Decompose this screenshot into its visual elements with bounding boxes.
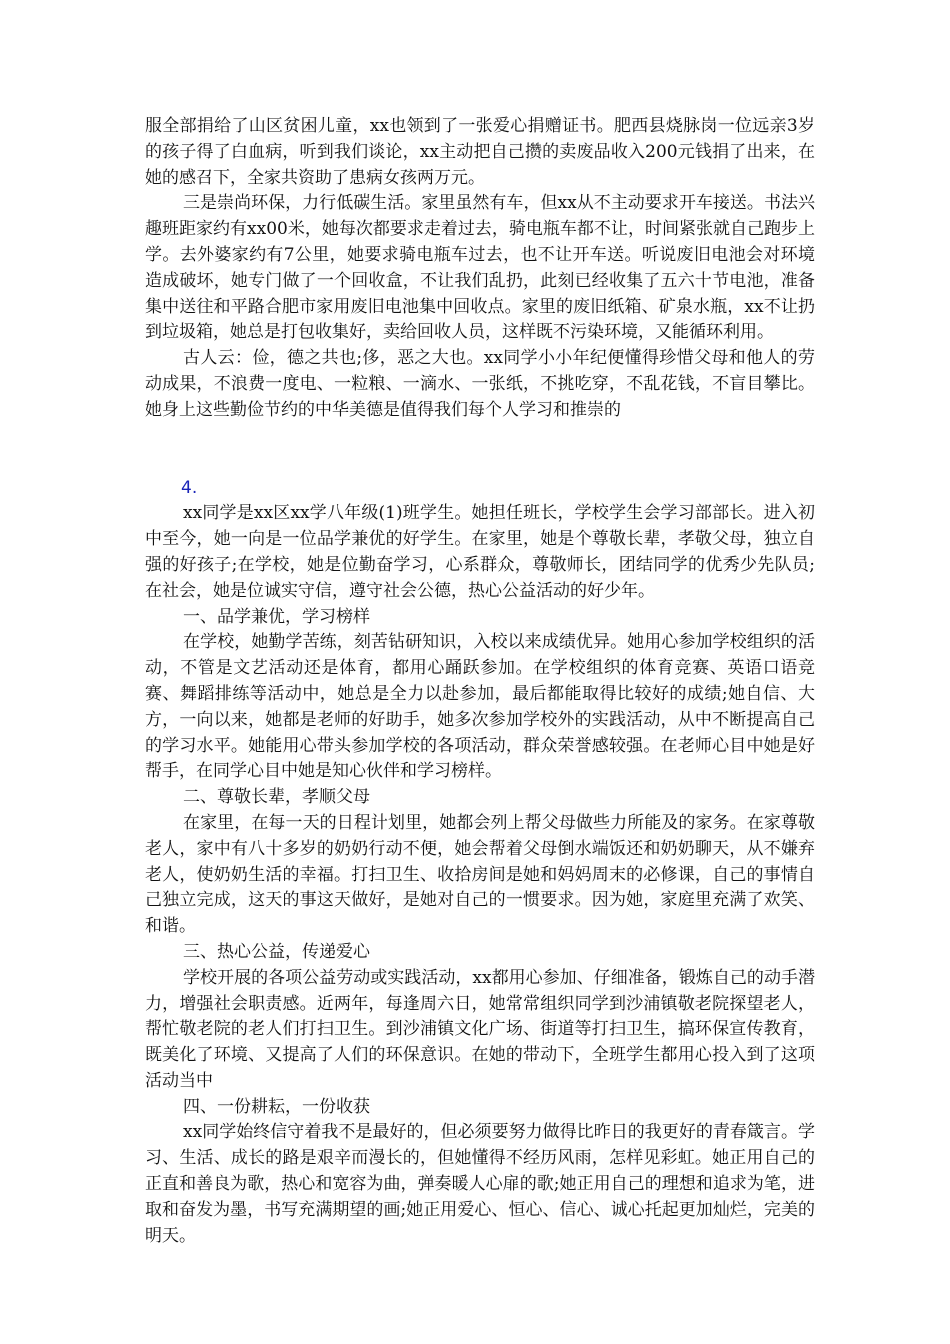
section-heading-1: 一、品学兼优，学习榜样 bbox=[183, 606, 370, 627]
list-number: 4. bbox=[181, 477, 198, 498]
section-body-1: 在学校，她勤学苦练，刻苦钻研知识，入校以来成绩优异。她用心参加学校组织的活动，不管是文艺活动还是体育，都用心踊跃参加。在学校组织的体育竞赛、英语口语竞赛、舞蹈排练等活动中，她总是全力以赴参加，最后都能取得比较好的成绩;她自信、大方，一向以来，她都是老师的好助手，她多次参加学校外的实践活动，从中不断提高自己的学习水平。她能用心带头参加学校的各项活动，群众荣誉感较强。在老师心目中她是好帮手，在同学心目中她是知心伙伴和学习榜样。 bbox=[145, 632, 815, 782]
paragraph-intro: xx同学是xx区xx学八年级(1)班学生。她担任班长，学校学生会学习部部长。进入初中至今，她一向是一位品学兼优的好学生。在家里，她是个尊敬长辈，孝敬父母，独立自强的好孩子;在学校，她是位勤奋学习，心系群众，尊敬师长，团结同学的优秀少先队员;在社会，她是位诚实守信，遵守社会公德，热心公益活动的好少年。 bbox=[145, 503, 815, 601]
section-body-4: xx同学始终信守着我不是最好的，但必须要努力做得比昨日的我更好的青春箴言。学习、生活、成长的路是艰辛而漫长的，但她懂得不经历风雨，怎样见彩虹。她正用自己的正直和善良为歌，热心和宽容为曲，弹奏暖人心扉的歌;她正用自己的理想和追求为笔，进取和奋发为墨，书写充满期望的画;她正用爱心、恒心、信心、诚心托起更加灿烂，完美的明天。 bbox=[145, 1122, 815, 1246]
paragraph-frugality: 古人云：俭，德之共也;侈，恶之大也。xx同学小小年纪便懂得珍惜父母和他人的劳动成果，不浪费一度电、一粒粮、一滴水、一张纸，不挑吃穿，不乱花钱，不盲目攀比。她身上这些勤俭节约的中华美德是值得我们每个人学习和推崇的 bbox=[145, 348, 815, 420]
section-heading-3: 三、热心公益，传递爱心 bbox=[183, 941, 370, 962]
section-heading-4: 四、一份耕耘，一份收获 bbox=[183, 1096, 370, 1117]
section-gap bbox=[145, 424, 815, 476]
section-heading-2: 二、尊敬长辈，孝顺父母 bbox=[183, 787, 370, 808]
document-page bbox=[145, 114, 815, 1249]
paragraph-environment: 三是崇尚环保，力行低碳生活。家里虽然有车，但xx从不主动要求开车接送。书法兴趣班距家约有xx00米，她每次都要求走着过去，骑电瓶车都不让，时间紧张就自己跑步上学。去外婆家约有7公里，她要求骑电瓶车过去，也不让开车送。听说废旧电池会对环境造成破坏，她专门做了一个回收盒，不让我们乱扔，此刻已经收集了五六十节电池，准备集中送往和平路合肥市家用废旧电池集中回收点。家里的废旧纸箱、矿泉水瓶，xx不让扔到垃圾箱，她总是打包收集好，卖给回收人员，这样既不污染环境，又能循环利用。 bbox=[145, 193, 815, 343]
section-body-2: 在家里，在每一天的日程计划里，她都会列上帮父母做些力所能及的家务。在家尊敬老人，家中有八十多岁的奶奶行动不便，她会帮着父母倒水端饭还和奶奶聊天，从不嫌弃老人，使奶奶生活的幸福。打扫卫生、收拾房间是她和妈妈周末的必修课，自己的事情自己独立完成，这天的事这天做好，是她对自己的一惯要求。因为她，家庭里充满了欢笑、和谐。 bbox=[145, 812, 815, 937]
section-body-3: 学校开展的各项公益劳动或实践活动，xx都用心参加、仔细准备，锻炼自己的动手潜力，增强社会职责感。近两年，每逢周六日，她常常组织同学到沙浦镇敬老院探望老人，帮忙敬老院的老人们打扫卫生。到沙浦镇文化广场、街道等打扫卫生，搞环保宣传教育，既美化了环境、又提高了人们的环保意识。在她的带动下，全班学生都用心投入到了这项活动当中 bbox=[145, 967, 815, 1091]
paragraph-donation: 服全部捐给了山区贫困儿童，xx也领到了一张爱心捐赠证书。肥西县烧脉岗一位远亲3岁的孩子得了白血病，听到我们谈论，xx主动把自己攒的卖废品收入200元钱捐了出来，在她的感召下，全家共资助了患病女孩两万元。 bbox=[145, 116, 815, 188]
